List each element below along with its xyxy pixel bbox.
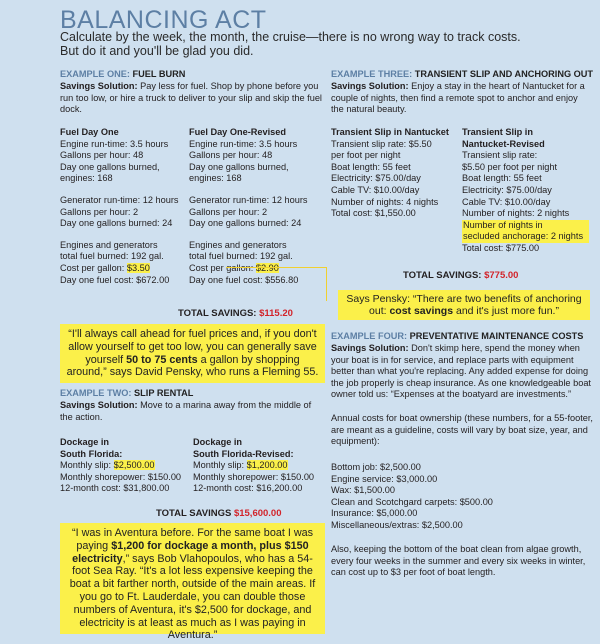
annual-costs-outro: Also, keeping the bottom of the boat clean from algae growth, every four weeks in the summer and every six weeks in winter, can cost up to $3 per foot of boat length. (331, 544, 586, 578)
annual-costs-intro: Annual costs for boat ownership (these numbers, for a 55-footer, are meant as a guideline, costs will vary by boat size, year, and equipment): (331, 413, 593, 447)
highlight-connector (226, 267, 327, 301)
example-one-solution: Savings Solution: Pay less for fuel. Shop by phone before you run too low, or hire a truck to deliver to your slip and skip the fuel dock. (60, 81, 322, 115)
example-three-heading: EXAMPLE THREE: TRANSIENT SLIP AND ANCHORING OUT (331, 69, 594, 79)
article-title: BALANCING ACT (60, 6, 267, 34)
list-item: Miscellaneous/extras: $2,500.00 (331, 519, 463, 530)
example-three-solution: Savings Solution: Enjoy a stay in the heart of Nantucket for a couple of nights, then find a remote spot to anchor and enjoy the natural beauty. (331, 81, 585, 115)
example-one-total-savings: TOTAL SAVINGS: $115.20 (178, 308, 293, 319)
example-two-heading: EXAMPLE TWO: SLIP RENTAL (60, 388, 194, 398)
list-item: Bottom job: $2,500.00 (331, 462, 421, 472)
article-subtitle: Calculate by the week, the month, the cruise—there is no wrong way to track costs. But do it and you'll be glad you did. (60, 30, 521, 58)
example-one-heading: EXAMPLE ONE: FUEL BURN (60, 69, 186, 79)
monthly-slip-value: $2,500.00 (113, 460, 155, 471)
revised-cost-per-gallon-value: $2.90 (255, 262, 279, 273)
example-two-total-savings: TOTAL SAVINGS $15,600.00 (156, 508, 282, 519)
example-three-quote: Says Pensky: “There are two benefits of anchoring out: cost savings and it's just more fun.” (338, 290, 590, 320)
annual-costs-list (331, 462, 593, 532)
revised-monthly-slip-value: $1,200.00 (246, 460, 288, 471)
example-one-quote: “I'll always call ahead for fuel prices and, if you don't allow yourself to get too low, you can generally save yourself 50 to 75 cents a gallon by shopping around,” says David Pensky, who runs a Fleming 55. (60, 324, 325, 383)
example-two-solution: Savings Solution: Move to a marina away from the middle of the action. (60, 400, 312, 422)
list-item: Insurance: $5,000.00 (331, 508, 418, 519)
example-four-solution: Savings Solution: Don't skimp here, spend the money when your boat is in for service, and replace parts with equipment better than what you're replacing. Any added expense for doing the job properly is cheap insurance. As one knowledgeable boat owner told us: “Expenses at the boatyard are investments.” (331, 343, 591, 400)
example-three-total-savings: TOTAL SAVINGS: $775.00 (403, 270, 519, 281)
secluded-anchorage-highlight: Number of nights in secluded anchorage: 2 nights (462, 220, 589, 243)
transient-slip-column: Transient Slip in Nantucket Transient slip rate: $5.50 per foot per night Boat length: 55 feet Electricity: $75.00/day Cable TV: $10.00/day Number of nights: 4 nights Total cost: $1,550.00 (331, 127, 449, 219)
example-two-quote: “I was in Aventura before. For the same boat I was paying $1,200 for dockage a month, plus $150 electricity,” says Bob Vlahopoulos, who has a 54-foot Sea Ray. “It's a lot less expensive keeping the boat a bit farther north, outside of the main areas. If you go to Ft. Lauderdale, you can double those numbers of Aventura, it's $2,500 for dockage, and electricity is at least as much as I was paying in Aventura.” (60, 523, 325, 634)
list-item: Clean and Scotchgard carpets: $500.00 (331, 496, 493, 507)
transient-slip-revised-column: Transient Slip in Nantucket-Revised Transient slip rate: $5.50 per foot per night Boat length: 55 feet Electricity: $75.00/day Cable TV: $10.00/day Number of nights: 2 nights Number of nights in secluded anchorage: 2 nights Total cost: $775.00 (462, 127, 594, 255)
fuel-day-one-column: Fuel Day One Engine run-time: 3.5 hours Gallons per hour: 48 Day one gallons burned, engines: 168 Generator run-time: 12 hours Gallons per hour: 2 Day one gallons burned: 24 Engines and generators total fuel burned: 192 gal. Cost per gallon: $3.50 Day one fuel cost: $672.00 (60, 127, 179, 285)
dockage-south-florida-revised-column: Dockage in South Florida-Revised: Monthly slip: $1,200.00 Monthly shorepower: $150.00 12-month cost: $16,200.00 (193, 437, 315, 494)
fuel-day-one-revised-column: Fuel Day One-Revised Engine run-time: 3.5 hours Gallons per hour: 48 Day one gallons burned, engines: 168 Generator run-time: 12 hours Gallons per hour: 2 Day one gallons burned: 24 Engines and generators total fuel burned: 192 gal. Cost per gallon: $2.90 Day one fuel cost: $556.80 (189, 127, 308, 285)
list-item: Engine service: $3,000.00 (331, 473, 438, 484)
dockage-south-florida-column: Dockage in South Florida: Monthly slip: $2,500.00 Monthly shorepower: $150.00 12-month cost: $31,800.00 (60, 437, 182, 494)
example-four-heading: EXAMPLE FOUR: PREVENTATIVE MAINTENANCE COSTS (331, 331, 584, 341)
list-item: Wax: $1,500.00 (331, 485, 396, 496)
cost-per-gallon-value: $3.50 (126, 262, 150, 273)
